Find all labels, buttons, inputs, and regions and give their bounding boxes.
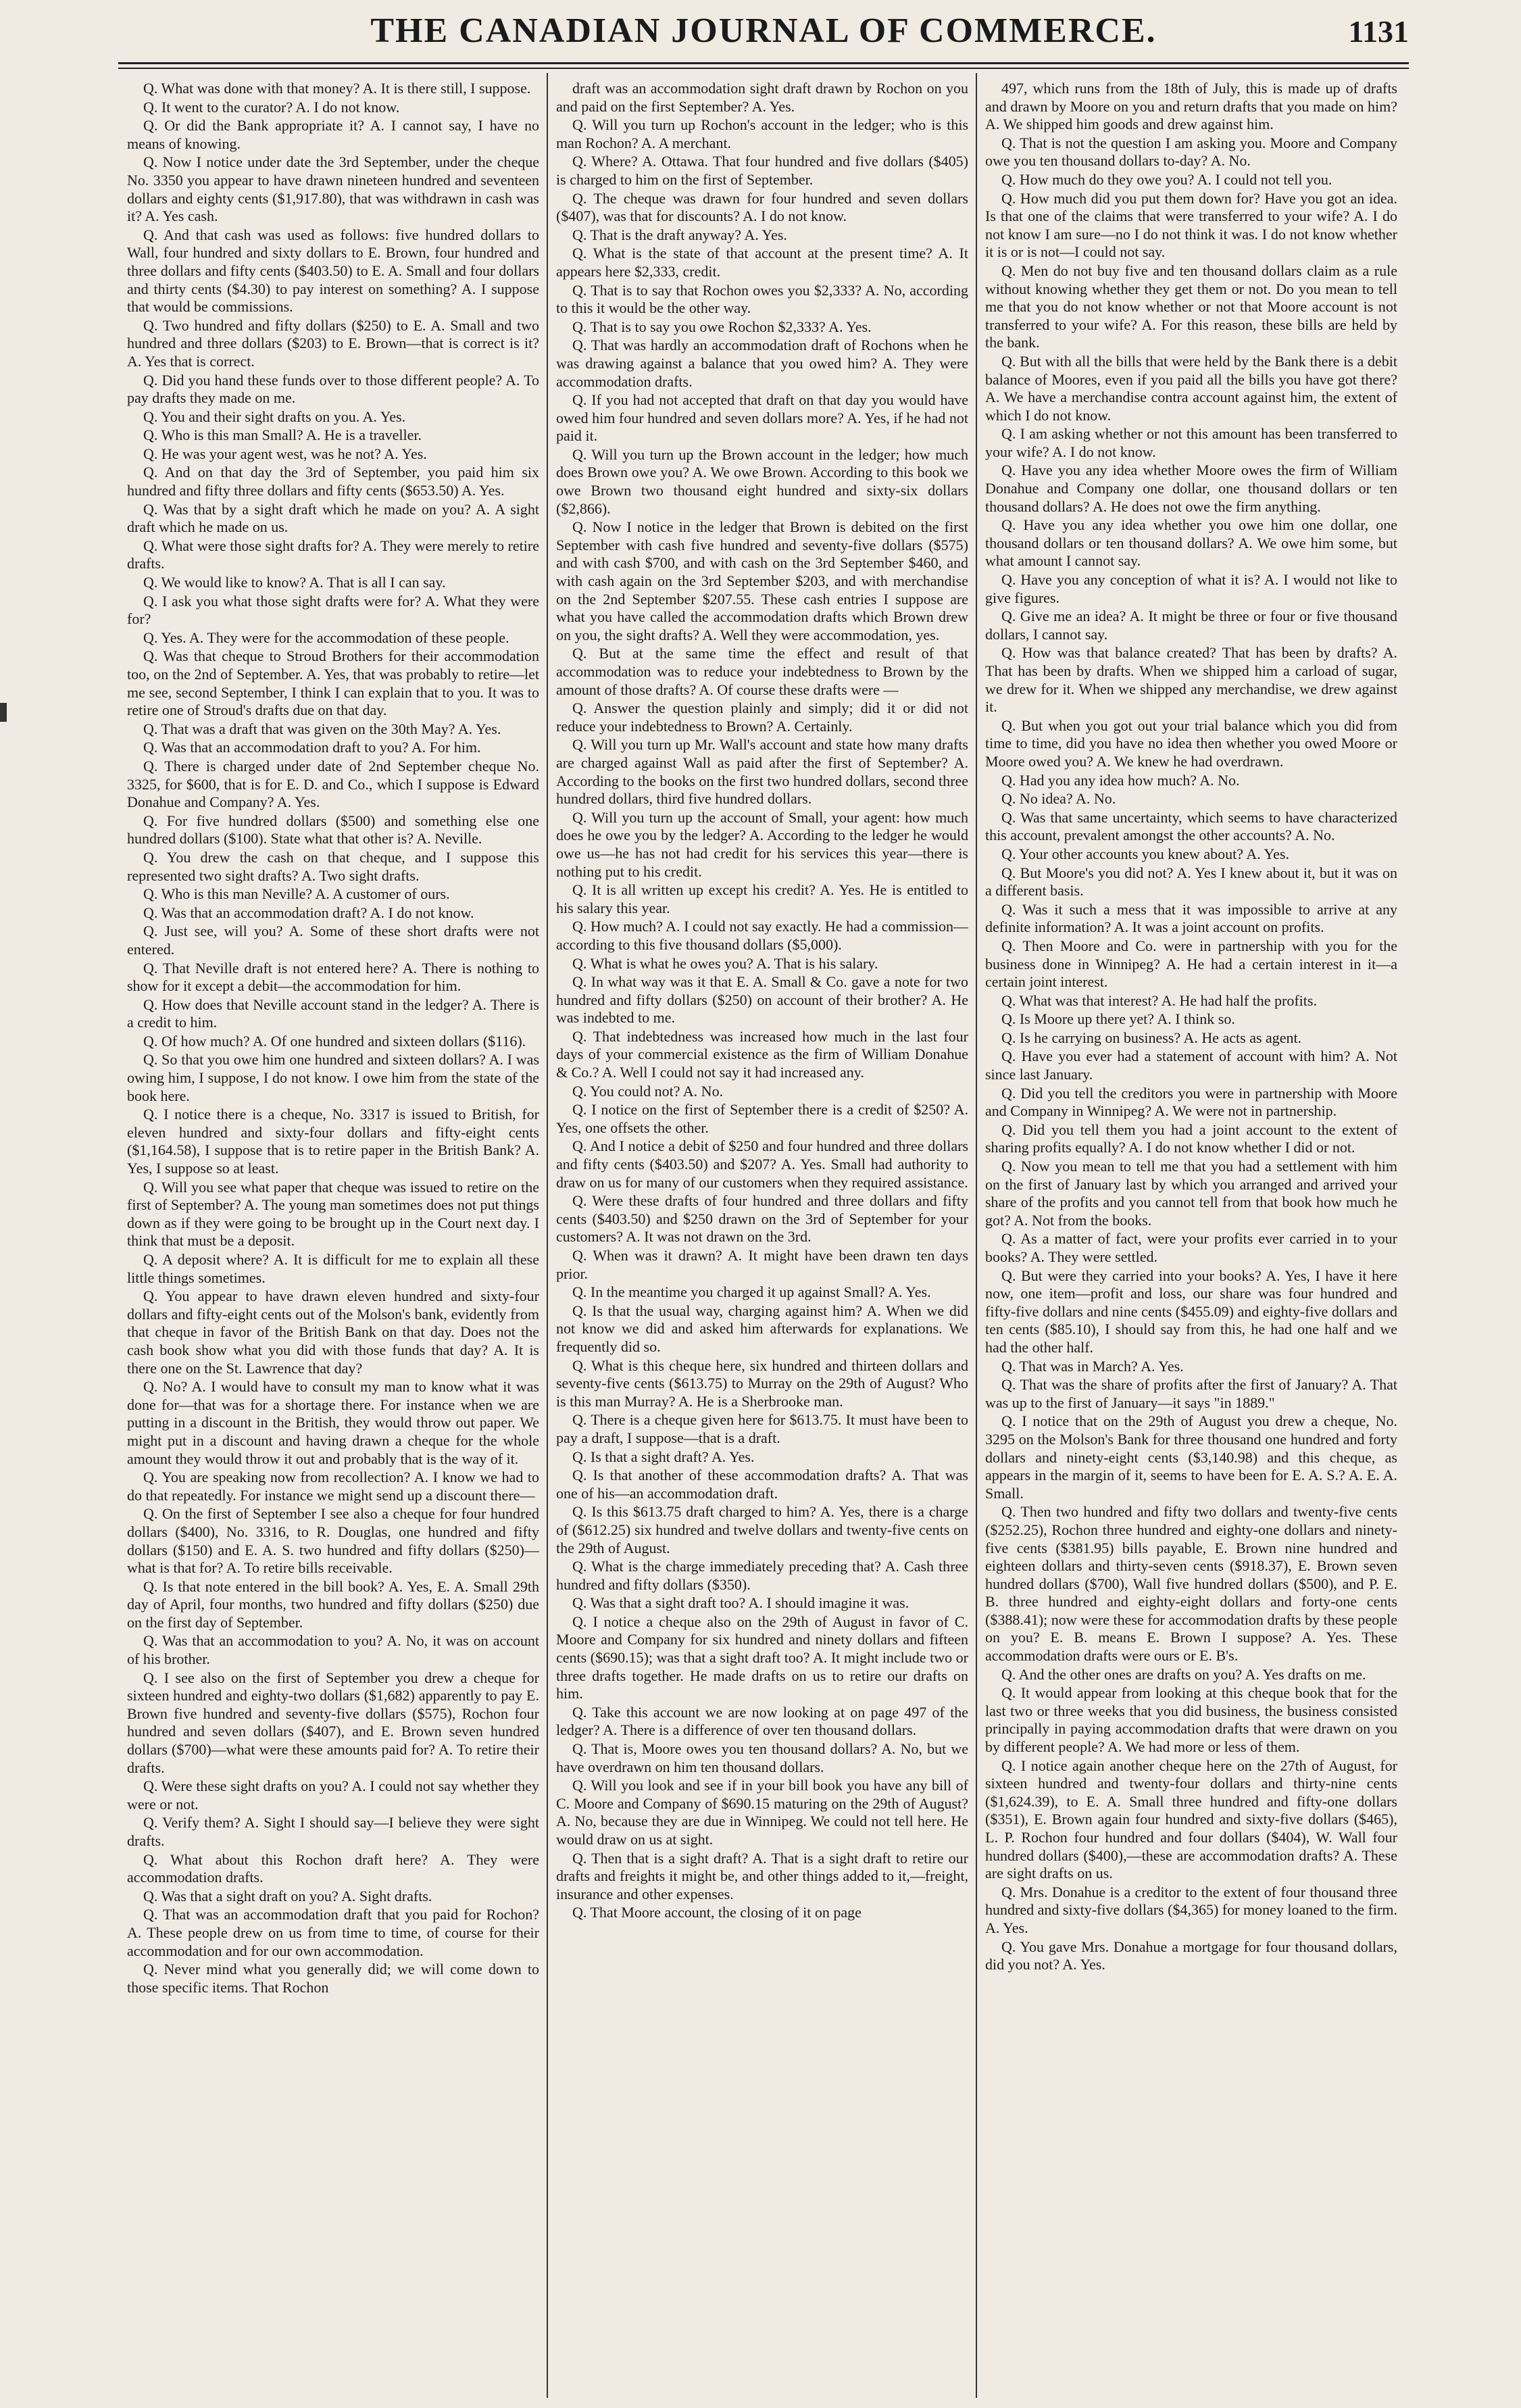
testimony-paragraph: Q. You drew the cash on that cheque, and I suppose this represented two sight drafts? A. Two sight drafts. [127,848,539,884]
testimony-paragraph: Q. That is to say you owe Rochon $2,333? A. Yes. [572,318,872,335]
header-rule [118,62,1409,64]
testimony-paragraph: Q. Was that an accommodation draft to you? A. For him. [143,739,481,756]
testimony-paragraph: Q. Now I notice in the ledger that Brown is debited on the first September with cash five hundred and seventy-five dollars ($575) and with cash $700, and with cash on the 3rd September $460, and with cash again on the 3rd September $203, and with merchandise on the 2nd September $207.55. These cash entries I suppose are what you have called the accommodation drafts which Brown drew on you, the sight drafts? A. Well they were accommodation, yes. [556,518,968,643]
testimony-paragraph: Q. Is that another of these accommodation drafts? A. That was one of his—an accommodation draft. [556,1467,968,1502]
testimony-paragraph: Q. In the meantime you charged it up against Small? A. Yes. [572,1283,931,1301]
testimony-paragraph: Q. That is, Moore owes you ten thousand dollars? A. No, but we have overdrawn on him ten thousand dollars. [556,1740,968,1775]
testimony-paragraph: Q. What was done with that money? A. It is there still, I suppose. [143,80,531,97]
testimony-paragraph: Q. I see also on the first of September you drew a cheque for sixteen hundred and eighty-two dollars ($1,682) apparently to pay E. Brown five hundred and seventy-five dollars ($575), Rochon four hundred and seven dollars ($407), and E. Brown seven hundred dollars ($700)—what were these amounts paid for? A. To retire their drafts. [127,1669,539,1776]
testimony-paragraph: Q. But Moore's you did not? A. Yes I knew about it, but it was on a different basis. [985,864,1397,900]
testimony-paragraph: Q. A deposit where? A. It is difficult for me to explain all these little things sometimes. [127,1251,539,1286]
testimony-paragraph: Q. Of how much? A. Of one hundred and sixteen dollars ($116). [143,1032,526,1050]
testimony-paragraph: Q. And I notice a debit of $250 and four hundred and three dollars and fifty cents ($403.50) and $207? A. Yes. Small had authority to draw on us for many of our customers when they required assistance. [556,1137,968,1191]
testimony-paragraph: Q. How much did you put them down for? Have you got an idea. Is that one of the claims that were transferred to your wife? A. I do not know I am sure—no I do not think it was. I do not know whether it is or is not—I could not say. [985,189,1397,261]
testimony-paragraph: Q. Did you tell them you had a joint account to the extent of sharing profits equally? A. I do not know whether I did or not. [985,1121,1397,1156]
testimony-paragraph: Q. Now you mean to tell me that you had a settlement with him on the first of January last by which you arranged and arrived your share of the profits and you cannot tell from that book how much he got? A. Not from the books. [985,1158,1397,1229]
testimony-paragraph: Q. Was that an accommodation to you? A. No, it was on account of his brother. [127,1632,539,1668]
testimony-paragraph: Q. That Neville draft is not entered here? A. There is nothing to show for it except a debit—the accommodation for him. [127,959,539,995]
testimony-paragraph: Q. I notice a cheque also on the 29th of August in favor of C. Moore and Company for six hundred and ninety dollars and fifteen cents ($690.15); was that a sight draft too? A. It might include two or three drafts together. He made drafts on us to retire our drafts on him. [556,1613,968,1702]
testimony-paragraph: Q. Was that an accommodation draft? A. I do not know. [143,904,474,921]
text-column-1 [127,80,539,2391]
testimony-paragraph: Q. Then Moore and Co. were in partnership with you for the business done in Winnipeg? A. He had a certain interest in it—a certain joint interest. [985,937,1397,991]
page-number: 1131 [1348,14,1409,49]
testimony-paragraph: Q. And the other ones are drafts on you? A. Yes drafts on me. [1001,1665,1366,1683]
testimony-paragraph: Q. Take this account we are now looking at on page 497 of the ledger? A. There is a difference of over ten thousand dollars. [556,1703,968,1739]
testimony-paragraph: Q. Give me an idea? A. It might be three or four or five thousand dollars, I cannot say. [985,608,1397,643]
testimony-paragraph: Q. I notice again another cheque here on the 27th of August, for sixteen hundred and twenty-four dollars and thirty-nine cents ($1,624.39), to E. A. Small three hundred and fifty-one dollars ($351), E. Brown again four hundred and sixty-five dollars ($465), L. P. Rochon four hundred and four dollars ($404), W. Wall four hundred dollars ($400),—these are accommodation drafts? A. These are sight drafts on us. [985,1756,1397,1882]
testimony-paragraph: Q. How much? A. I could not say exactly. He had a commission—according to this five thousand dollars ($5,000). [556,918,968,953]
testimony-paragraph: Q. No idea? A. No. [1001,790,1116,808]
testimony-paragraph: Q. Will you look and see if in your bill book you have any bill of C. Moore and Company of $690.15 maturing on the 29th of August? A. No, because they are due in Winnipeg. We could not tell here. He would draw on us at sight. [556,1777,968,1848]
testimony-paragraph: Q. Is this $613.75 draft charged to him? A. Yes, there is a charge of ($612.25) six hundred and twelve dollars and twenty-five cents on the 29th of August. [556,1503,968,1556]
testimony-paragraph: Q. Will you turn up Mr. Wall's account and state how many drafts are charged against Wall as paid after the first of September? A. According to the books on the first two hundred dollars, second three hundred dollars, third five hundred dollars. [556,736,968,808]
testimony-paragraph: Q. Or did the Bank appropriate it? A. I cannot say, I have no means of knowing. [127,117,539,152]
testimony-paragraph: Q. Mrs. Donahue is a creditor to the extent of four thousand three hundred and sixty-five dollars ($4,365) for money loaned to the firm. A. Yes. [985,1883,1397,1936]
testimony-paragraph: Q. Is that note entered in the bill book? A. Yes, E. A. Small 29th day of April, four months, two hundred and fifty dollars ($250) due on the first day of September. [127,1577,539,1631]
testimony-paragraph: Q. Yes. A. They were for the accommodation of these people. [143,629,509,646]
testimony-paragraph: Q. Men do not buy five and ten thousand dollars claim as a rule without knowing whether they get them or not. Do you mean to tell me that you do not know whether or not that Moore account is not transferred to your wife? A. For this reason, these bills are held by the bank. [985,262,1397,351]
testimony-paragraph: Q. Have you ever had a statement of account with him? A. Not since last January. [985,1048,1397,1083]
testimony-paragraph: Q. That is the draft anyway? A. Yes. [572,226,787,243]
testimony-paragraph: Q. No? A. I would have to consult my man to know what it was done for—that was for a shortage there. For instance when we are putting in a discount in the British, they would throw out paper. We might put in a discount and having drawn a cheque for the whole amount they would throw it out and probably that is the way of it. [127,1378,539,1467]
testimony-paragraph: Q. Is that a sight draft? A. Yes. [572,1448,755,1465]
testimony-paragraph: Q. Was that same uncertainty, which seems to have characterized this account, prevalent amongst the other accounts? A. No. [985,808,1397,844]
testimony-paragraph: Q. How much do they owe you? A. I could not tell you. [1001,170,1332,188]
testimony-paragraph: Q. Just see, will you? A. Some of these short drafts were not entered. [127,923,539,958]
testimony-paragraph: Q. What was that interest? A. He had half the profits. [1001,991,1317,1009]
testimony-paragraph: Q. I am asking whether or not this amount has been transferred to your wife? A. I do not know. [985,425,1397,460]
testimony-paragraph: Q. As a matter of fact, were your profits ever carried in to your books? A. They were settled. [985,1230,1397,1265]
testimony-paragraph: Q. Where? A. Ottawa. That four hundred and five dollars ($405) is charged to him on the first of September. [556,153,968,188]
testimony-paragraph: Q. Never mind what you generally did; we will come down to those specific items. That Rochon [127,1961,539,1996]
testimony-paragraph: Q. It went to the curator? A. I do not know. [143,98,400,116]
testimony-paragraph: draft was an accommodation sight draft drawn by Rochon on you and paid on the first September? A. Yes. [556,80,968,115]
testimony-paragraph: Q. Had you any idea how much? A. No. [1001,771,1240,789]
testimony-paragraph: Q. You appear to have drawn eleven hundred and sixty-four dollars and fifty-eight cents out of the Molson's bank, evidently from that cheque in favor of the British Bank on that day. Does not the cash book show what you did with those funds that day? A. It is there one on the St. Lawrence that day? [127,1287,539,1377]
testimony-paragraph: Q. Who is this man Neville? A. A customer of ours. [143,885,450,903]
text-column-2 [556,80,968,2391]
testimony-paragraph: Q. Will you see what paper that cheque was issued to retire on the first of September? A. The young man sometimes does not put things down as if they were going to be brought up in the Court next day. I think that must be a deposit. [127,1178,539,1250]
testimony-paragraph: Q. For five hundred dollars ($500) and something else one hundred dollars ($100). State what that other is? A. Neville. [127,812,539,847]
testimony-paragraph: Q. I ask you what those sight drafts were for? A. What they were for? [127,592,539,628]
column-divider [547,73,548,2398]
testimony-paragraph: Q. He was your agent west, was he not? A. Yes. [143,445,427,462]
testimony-paragraph: Q. Is he carrying on business? A. He acts as agent. [1001,1029,1302,1046]
testimony-paragraph: Q. But were they carried into your books? A. Yes, I have it here now, one item—profit and loss, our share was four hundred and fifty-five dollars and nine cents ($455.09) and eighty-five dollars and ten cents ($85.10), I should say from this, he had one half and we had the other half. [985,1267,1397,1356]
testimony-paragraph: Q. If you had not accepted that draft on that day you would have owed him four hundred and seven dollars more? A. Yes, if he had not paid it. [556,391,968,445]
testimony-paragraph: Q. What is what he owes you? A. That is his salary. [572,954,878,972]
testimony-paragraph: Q. What is this cheque here, six hundred and thirteen dollars and seventy-five cents ($613.75) to Murray on the 29th of August? Who is this man Murray? A. He is a Sherbrooke man. [556,1356,968,1410]
testimony-paragraph: Q. I notice on the first of September there is a credit of $250? A. Yes, one offsets the other. [556,1101,968,1136]
testimony-paragraph: Q. There is a cheque given here for $613.75. It must have been to pay a draft, I suppose—that is a draft. [556,1411,968,1446]
testimony-paragraph: Q. You could not? A. No. [572,1082,724,1100]
testimony-paragraph: Q. Who is this man Small? A. He is a traveller. [143,426,422,444]
testimony-paragraph: Q. Your other accounts you knew about? A. Yes. [1001,845,1289,862]
testimony-paragraph: Q. Have you any idea whether you owe him one dollar, one thousand dollars or ten thousand dollars? A. We owe him some, but what amount I cannot say. [985,516,1397,570]
testimony-paragraph: Q. Were these sight drafts on you? A. I could not say whether they were or not. [127,1777,539,1813]
testimony-paragraph: Q. That is not the question I am asking you. Moore and Company owe you ten thousand dollars to-day? A. No. [985,134,1397,170]
testimony-paragraph: Q. Then two hundred and fifty two dollars and twenty-five cents ($252.25), Rochon three hundred and eighty-one dollars and ninety-five cents ($381.95) bills payable, E. Brown nine hundred and eighteen dollars and thirty-seven cents ($918.37), E. Brown seven hundred dollars ($700), Wall five hundred dollars ($500), and P. E. B. three hundred and eighty-eight dollars and forty-one cents ($388.41); now were these for accommodation drafts by these people on you? E. B. means E. Brown I suppose? A. Yes. These accommodation drafts were ours or E. B's. [985,1503,1397,1665]
testimony-paragraph: 497, which runs from the 18th of July, this is made up of drafts and drawn by Moore on you and return drafts that you made on him? A. We shipped him goods and drew against him. [985,80,1397,133]
testimony-paragraph: Q. Was it such a mess that it was impossible to arrive at any definite information? A. It was a joint account on profits. [985,900,1397,936]
text-column-3 [985,80,1397,2391]
testimony-paragraph: Q. Was that a sight draft on you? A. Sight drafts. [143,1887,432,1905]
testimony-paragraph: Q. Were these drafts of four hundred and three dollars and fifty cents ($403.50) and $250 drawn on the 3rd of September for your customers? A. It was not drawn on the 3rd. [556,1192,968,1246]
journal-title: THE CANADIAN JOURNAL OF COMMERCE. [370,11,1157,50]
testimony-paragraph: Q. You gave Mrs. Donahue a mortgage for four thousand dollars, did you not? A. Yes. [985,1938,1397,1973]
testimony-paragraph: Q. When was it drawn? A. It might have been drawn ten days prior. [556,1247,968,1282]
testimony-paragraph: Q. That was a draft that was given on the 30th May? A. Yes. [143,720,501,737]
testimony-paragraph: Q. How was that balance created? That has been by drafts? A. That has been by drafts. When we shipped him a carload of sugar, we drew for it. When we shipped any merchandise, we drew against it. [985,644,1397,716]
testimony-paragraph: Q. Will you turn up the Brown account in the ledger; how much does Brown owe you? A. We owe Brown. According to this book we owe Brown two thousand eight hundred and sixty-six dollars ($2,866). [556,445,968,517]
testimony-paragraph: Q. Was that by a sight draft which he made on you? A. A sight draft which he made on us. [127,500,539,536]
testimony-paragraph: Q. That was the share of profits after the first of January? A. That was up to the first of January—it says "in 1889." [985,1376,1397,1411]
testimony-paragraph: Q. But with all the bills that were held by the Bank there is a debit balance of Moores, even if you paid all the bills you have got there? A. We have a merchandise contra account against him, the extent of which I do not know. [985,352,1397,424]
testimony-paragraph: Q. That is to say that Rochon owes you $2,333? A. No, according to this it would be the other way. [556,281,968,317]
testimony-paragraph: Q. It would appear from looking at this cheque book that for the last two or three weeks that you did business, the business consisted principally in paying accommodation drafts that were drawn on you by different people? A. We had more or less of them. [985,1684,1397,1756]
testimony-paragraph: Q. There is charged under date of 2nd September cheque No. 3325, for $600, that is for E. D. and Co., which I suppose is Edward Donahue and Company? A. Yes. [127,757,539,811]
testimony-paragraph: Q. That was in March? A. Yes. [1001,1357,1184,1375]
testimony-paragraph: Q. Will you turn up the account of Small, your agent: how much does he owe you by the ledger? A. According to the ledger he would owe us—he has not had credit for his services this year—there is nothing put to his credit. [556,808,968,880]
testimony-paragraph: Q. I notice that on the 29th of August you drew a cheque, No. 3295 on the Molson's Bank for three thousand one hundred and forty dollars and ninety-eight cents ($3,140.98) and this cheque, as appears in the margin of it, seems to have been for E. A. S.? A. E. A. Small. [985,1412,1397,1502]
testimony-paragraph: Q. That indebtedness was increased how much in the last four days of your commercial existence as the firm of William Donahue & Co.? A. Well I could not say it had increased any. [556,1027,968,1081]
testimony-paragraph: Q. What about this Rochon draft here? A. They were accommodation drafts. [127,1850,539,1886]
testimony-paragraph: Q. That Moore account, the closing of it on page [572,1904,862,1921]
testimony-paragraph: Q. That was an accommodation draft that you paid for Rochon? A. These people drew on us from time to time, of course for their accommodation and for our own accommodation. [127,1906,539,1959]
testimony-paragraph: Q. Is Moore up there yet? A. I think so. [1001,1010,1235,1028]
testimony-paragraph: Q. Did you hand these funds over to those different people? A. To pay drafts they made on me. [127,371,539,407]
testimony-paragraph: Q. And on that day the 3rd of September, you paid him six hundred and fifty three dollars and fifty cents ($653.50) A. Yes. [127,464,539,499]
testimony-paragraph: Q. The cheque was drawn for four hundred and seven dollars ($407), was that for discounts? A. I do not know. [556,189,968,225]
testimony-paragraph: Q. What is the state of that account at the present time? A. It appears here $2,333, credit. [556,245,968,280]
testimony-paragraph: Q. How does that Neville account stand in the ledger? A. There is a credit to him. [127,996,539,1031]
testimony-paragraph: Q. Have you any idea whether Moore owes the firm of William Donahue and Company one dollar, one thousand dollars or ten thousand dollars? A. He does not owe the firm anything. [985,462,1397,515]
testimony-paragraph: Q. You are speaking now from recollection? A. I know we had to do that repeatedly. For instance we might send up a discount there— [127,1469,539,1504]
testimony-paragraph: Q. You and their sight drafts on you. A. Yes. [143,408,406,425]
testimony-paragraph: Q. Was that a sight draft too? A. I should imagine it was. [572,1594,909,1612]
column-divider [976,73,977,2398]
testimony-paragraph: Q. And that cash was used as follows: five hundred dollars to Wall, four hundred and sixty dollars to E. Brown, four hundred and three dollars and fifty cents ($403.50) to E. A. Small and four dollars and thirty cents ($4.30) to pay interest on something? A. I suppose that would be commissions. [127,226,539,316]
testimony-paragraph: Q. Was that cheque to Stroud Brothers for their accommodation too, on the 2nd of September. A. Yes, that was probably to retire—let me see, second September, I think I can explain that to you. It was to retire one of Stroud's drafts due on that day. [127,647,539,719]
testimony-paragraph: Q. Have you any conception of what it is? A. I would not like to give figures. [985,571,1397,606]
testimony-paragraph: Q. But at the same time the effect and result of that accommodation was to reduce your indebtedness to Brown by the amount of those drafts? A. Of course these drafts were — [556,645,968,698]
margin-mark [0,703,7,722]
testimony-paragraph: Q. So that you owe him one hundred and sixteen dollars? A. I was owing him, I suppose, I do not know. I owe him from the state of the book here. [127,1051,539,1104]
testimony-paragraph: Q. That was hardly an accommodation draft of Rochons when he was drawing against a balance that you owed him? A. They were accommodation drafts. [556,337,968,390]
testimony-paragraph: Q. In what way was it that E. A. Small & Co. gave a note for two hundred and fifty dollars ($250) on account of their brother? A. He was indebted to me. [556,973,968,1027]
testimony-paragraph: Q. On the first of September I see also a cheque for four hundred dollars ($400), No. 3316, to R. Douglas, one hundred and fifty dollars ($150) and E. A. S. two hundred and fifty dollars ($250)—what is that for? A. To retire bills receivable. [127,1505,539,1577]
testimony-paragraph: Q. Did you tell the creditors you were in partnership with Moore and Company in Winnipeg? A. We were not in partnership. [985,1084,1397,1120]
testimony-paragraph: Q. I notice there is a cheque, No. 3317 is issued to British, for eleven hundred and sixty-four dollars and fifty-eight cents ($1,164.58), I suppose that is to retire paper in the British Bank? A. Yes, I suppose so at least. [127,1106,539,1177]
page-header [118,8,1409,61]
testimony-paragraph: Q. Verify them? A. Sight I should say—I believe they were sight drafts. [127,1814,539,1849]
testimony-paragraph: Q. It is all written up except his credit? A. Yes. He is entitled to his salary this year. [556,881,968,916]
testimony-paragraph: Q. What is the charge immediately preceding that? A. Cash three hundred and fifty dollars ($350). [556,1558,968,1593]
testimony-paragraph: Q. Then that is a sight draft? A. That is a sight draft to retire our drafts and freights it might be, and other things added to it,—freight, insurance and other expenses. [556,1849,968,1902]
header-rule-thin [118,68,1409,69]
testimony-paragraph: Q. Two hundred and fifty dollars ($250) to E. A. Small and two hundred and three dollars ($203) to E. Brown—that is correct is it? A. Yes that is correct. [127,316,539,370]
testimony-paragraph: Q. What were those sight drafts for? A. They were merely to retire drafts. [127,537,539,572]
testimony-paragraph: Q. Now I notice under date the 3rd September, under the cheque No. 3350 you appear to have drawn nineteen hundred and seventeen dollars and eighty cents ($1,917.80), that was withdrawn in cash was it? A. Yes cash. [127,153,539,225]
testimony-paragraph: Q. We would like to know? A. That is all I can say. [143,574,446,591]
testimony-paragraph: Q. But when you got out your trial balance which you did from time to time, did you have no idea then whether you owed Moore or Moore owed you? A. We knew he had overdrawn. [985,716,1397,770]
testimony-paragraph: Q. Will you turn up Rochon's account in the ledger; who is this man Rochon? A. A merchant. [556,116,968,151]
testimony-paragraph: Q. Answer the question plainly and simply; did it or did not reduce your indebtedness to Brown? A. Certainly. [556,699,968,735]
testimony-paragraph: Q. Is that the usual way, charging against him? A. When we did not know we did and asked him afterwards for explanations. We frequently did so. [556,1302,968,1355]
